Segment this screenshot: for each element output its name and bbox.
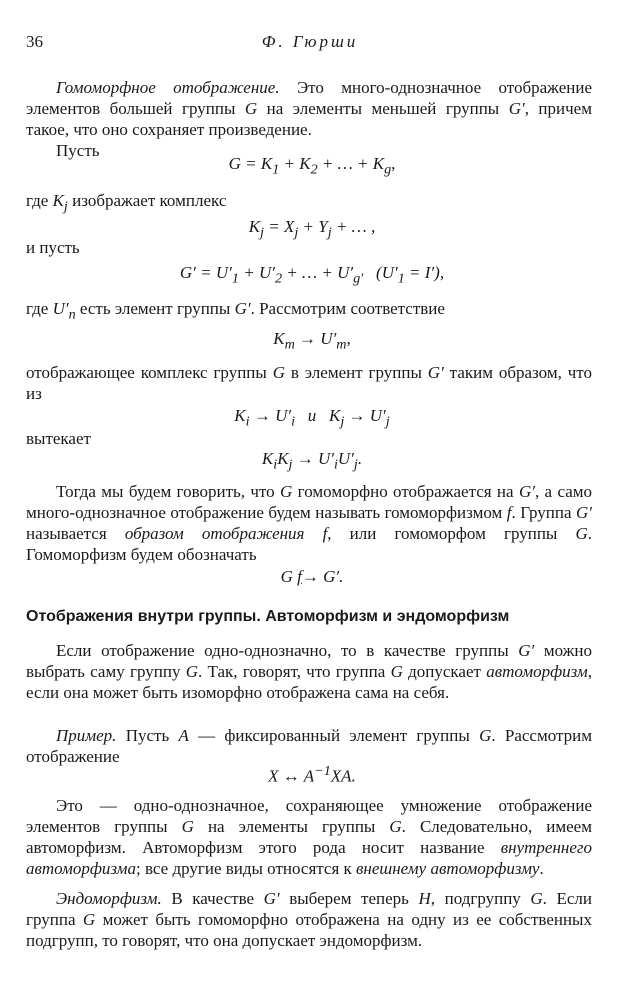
paragraph-automorphism: Если отображение одно-однозначно, то в качестве группы G′ можно выбрать саму группу G. Так, говорят, что группа G допускает автоморфизм, если она может быть изоморфно отображена сама на себя. — [26, 641, 592, 702]
formula-inner-automorphism: X ↔ $A^{-1}XA$. — [268, 763, 356, 786]
formula-image-group: $G' = U'_1 + U'_2$ + … + $U'_{g'}$ $(U'_1 = I')$, — [179, 263, 445, 287]
section-heading: Отображения внутри группы. Автоморфизм и эндоморфизм — [26, 608, 510, 625]
page-header — [26, 32, 594, 56]
paragraph-example: Пример. Пусть A — фиксированный элемент группы G. Рассмотрим отображение — [26, 726, 592, 766]
paragraph-follows: вытекает — [26, 429, 91, 448]
formula-product: $K_iK_j \to U'_iU'_j$. — [261, 449, 363, 473]
paragraph-let: Пусть — [56, 141, 100, 160]
paragraph-and-let: и пусть — [26, 238, 80, 257]
paragraph-complex: где $K_j$ изображает комплекс — [26, 191, 227, 215]
running-title: Ф. Гюрши — [261, 32, 359, 51]
paragraph-homomorphism: Тогда мы будем говорить, что G гомоморфно отображается на G′, а само много-однозначное отображение будем называть гомоморфизмом f. Группа G′ называется образом отображения f, или гомоморфом группы G. Гомоморфизм будем обозначать — [26, 482, 593, 564]
formula-notation: G f→ G′. — [280, 567, 344, 586]
page-number: 36 — [26, 32, 43, 51]
formula-group-decomposition: $G = K_1 + K_2$ + … + $K_g$, — [228, 154, 396, 178]
paragraph-mapping: отображающее комплекс группы G в элемент группы G′ таким образом, что из — [26, 363, 593, 403]
paragraph-endomorphism: Эндоморфизм. В качестве G′ выберем теперь H, подгруппу G. Если группа G может быть гомоморфно отображена на одну из ее собственных подгрупп, то говорят, что она допускает эндоморфизм. — [26, 889, 592, 950]
paragraph-inner-outer: Это — одно-однозначное, сохраняющее умножение отображение элементов группы G на элементы группы G. Следовательно, имеем автоморфизм. Автоморфизм этого рода носит название внутреннего автоморфизма; все другие виды относятся к внешнему автоморфизму. — [26, 796, 592, 878]
formula-implication: $K_i \to U'_i$ и $K_j \to U'_j$ — [234, 406, 390, 430]
paragraph-element: где $U'_n$ есть элемент группы G′. Рассмотрим соответствие — [26, 299, 445, 323]
formula-correspondence: $K_m \to U'_m$, — [273, 329, 351, 353]
formula-complex: $K_j = X_j + Y_j$ + … , — [248, 217, 376, 241]
paragraph-homomorphic-mapping: Гомоморфное отображение. Это много-однозначное отображение элементов большей группы G на элементы меньшей группы G′, причем такое, что оно сохраняет произведение. — [26, 78, 592, 139]
